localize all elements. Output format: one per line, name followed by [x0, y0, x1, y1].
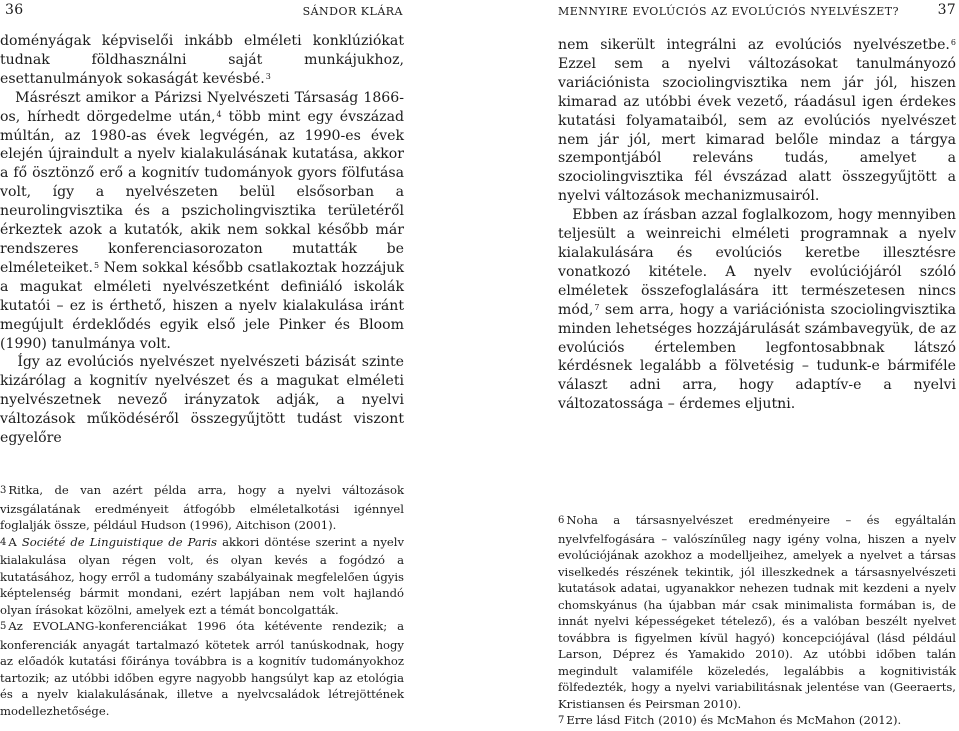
footnote-italic: Société de Linguistique de Paris [21, 534, 218, 549]
right-footnotes [558, 512, 956, 731]
footnote-ref: 7 [594, 302, 600, 312]
footnote-3 [0, 482, 404, 534]
right-paragraph-2 [558, 206, 956, 414]
footnote-ref: 4 [216, 109, 222, 119]
footnote-4 [0, 534, 404, 619]
paragraph-text: Ezzel sem a nyelvi változásokat tanulmányozó variációnista szociolingvisztika nem jár jól, hiszen kimarad az utóbbi évek vezető, ráadásul igen érdekes kutatási folyamataiból, sem az evolúciós nyelvészet nem jár jól, mert kimarad belőle mindaz a tárgya szempontjából releváns tudás, amelyet a szociolingvisztika fél évszázad alatt összegyűjtött a nyelvi változások mechanizmusairól. [558, 55, 956, 205]
left-paragraph-3 [0, 353, 404, 448]
footnote-ref: 6 [950, 38, 956, 47]
left-running-title: SÁNDOR KLÁRA [302, 5, 403, 18]
left-footnotes [0, 482, 404, 719]
paragraph-text: sem arra, hogy a variációnista szociolingvisztika minden lehetséges hozzájárulását számbavegyük, de az evolúciós értelemben legfontosabbnak látszó kérdésnek legalább a fölvetésig – tudunk-e bármiféle választ adni arra, hogy adaptív-e a nyelvi változatossága – érdemes eljutni. [558, 301, 956, 413]
paragraph-text: doményágak képviselői inkább elméleti konklúziókat tudnak földhasználni saját munkájukhoz, esettanulmányok sokaságát kevésbé. [0, 33, 404, 87]
right-page-number: 37 [937, 2, 956, 18]
footnote-number: 7 [558, 715, 565, 726]
left-running-head [0, 2, 413, 18]
left-paragraph-2 [0, 89, 404, 354]
paragraph-text: Nem sokkal később csatlakoztak hozzájuk a magukat elméleti nyelvészetként definiáló iskolák kutatói – ez is érthető, hiszen a nyelv kialakulása iránt megújult érdeklődés egyik első jele Pinker és Bloom (1990) tanulmánya volt. [0, 259, 404, 352]
paragraph-text: Így az evolúciós nyelvészet nyelvészeti bázisát szinte kizárólag a kognitív nyelvészet és a magukat elméleti nyelvészetnek nevező irányzatok adják, a nyelvi változások működéséről összegyűjtött tudást viszont egyelőre [0, 354, 404, 447]
right-page [552, 0, 959, 727]
footnote-7 [558, 712, 956, 731]
footnote-text: Erre lásd Fitch (2010) és McMahon és McMahon (2012). [566, 713, 902, 727]
right-running-head [552, 2, 959, 18]
footnote-5 [0, 618, 404, 719]
footnote-ref: 5 [93, 260, 100, 270]
footnote-number: 4 [0, 536, 7, 548]
footnote-text: A [8, 534, 22, 549]
right-running-title: MENNYIRE EVOLÚCIÓS AZ EVOLÚCIÓS NYELVÉSZET? [558, 5, 900, 18]
footnote-number: 3 [0, 485, 7, 496]
paragraph-text: Ebben az írásban azzal foglalkozom, hogy mennyiben teljesült a weinreichi elméleti programnak a nyelv kialakulására és evolúciós keretbe illesztésre vonatkozó kitétele. A nyelv evolúciójáról szóló elméletek összefoglalására itt természetesen nincs mód, [558, 207, 956, 318]
left-body-text [0, 32, 404, 448]
right-paragraph-1 [558, 36, 956, 206]
footnote-number: 6 [558, 515, 565, 526]
left-page [0, 0, 413, 718]
footnote-text: Noha a társasnyelvészet eredményeire – és egyáltalán nyelvfelfogására – valószínűleg nagy igény volna, hiszen a nyelv evolúciójának azokhoz a modelljeihez, amelyek a nyelvet a társas viselkedés részének tekintik, jól illeszkednek a társasnyelvészeti kutatások adatai, ugyanakkor nehezen tudnak mit kezdeni a nyelv chomskyánus (ha újabban már csak minimalista formában is, de innát nyelvi képességeket tételező), és a valóban beszélt nyelvet továbbra is figyelmen kívül hagyó) koncepciójával (lásd például Larson, Déprez és Yamakido 2010). Az utóbbi időben talán megindult valamiféle közeledés, legalábbis a kognitivisták fölfedezték, hogy a nyelvi variabilitásnak jelentése van (Geeraerts, Kristiansen és Peirsman 2010). [558, 513, 956, 711]
left-paragraph-1 [0, 32, 404, 89]
footnote-text: akkori döntése szerint a nyelv kialakulása olyan régen volt, és olyan kevés a fogódzó a kutatásához, hogy erről a tudomány szabályainak megfelelően úgyis képtelenség bármit mondani, ezért lapjában nem volt hajlandó olyan írásokat közölni, amelyek ezt a témát boncolgatták. [0, 534, 404, 617]
left-page-number: 36 [5, 2, 24, 18]
paragraph-text: Másrészt amikor a Párizsi Nyelvészeti Társaság 1866-os, hírhedt dörgedelme után, [0, 89, 404, 125]
paragraph-text: több mint egy évszázad múltán, az 1980-as évek legvégén, az 1990-es évek elején újraindult a nyelv kialakulásának kutatása, akkor a fő ösztönző erő a kognitív tudományok gyors fölfutása volt, így a nyelvészeten belül elsősorban a neurolingvisztika és a pszicholingvisztika területéről érkeztek azok a kutatók, akik nem sokkal később már rendszeres konferenciasorozaton mutatták be elméleteiket. [0, 108, 404, 276]
footnote-text: Az EVOLANG-konferenciákat 1996 óta kétévente rendezik; a konferenciák anyagát tartalmazó kötetek arról tanúskodnak, hogy az előadók kutatási főiránya továbbra is a kognitív tudományokhoz tartozik; az utóbbi időben egyre nagyobb hangsúlyt kap az etológia és a nyelv kialakulásának, illetve a nyelvcsaládok létrejöttének modellezhetősége. [0, 619, 404, 718]
footnote-ref: 3 [265, 71, 271, 81]
footnote-6 [558, 512, 956, 712]
paragraph-text: nem sikerült integrálni az evolúciós nyelvészetbe. [558, 37, 950, 53]
footnote-text: Ritka, de van azért példa arra, hogy a nyelvi változások vizsgálatának eredményeit átfogóbb elméletalkotási igénnyel foglalják össze, például Hudson (1996), Aitchison (2001). [0, 483, 404, 532]
footnote-number: 5 [0, 621, 7, 632]
right-body-text [558, 36, 956, 414]
